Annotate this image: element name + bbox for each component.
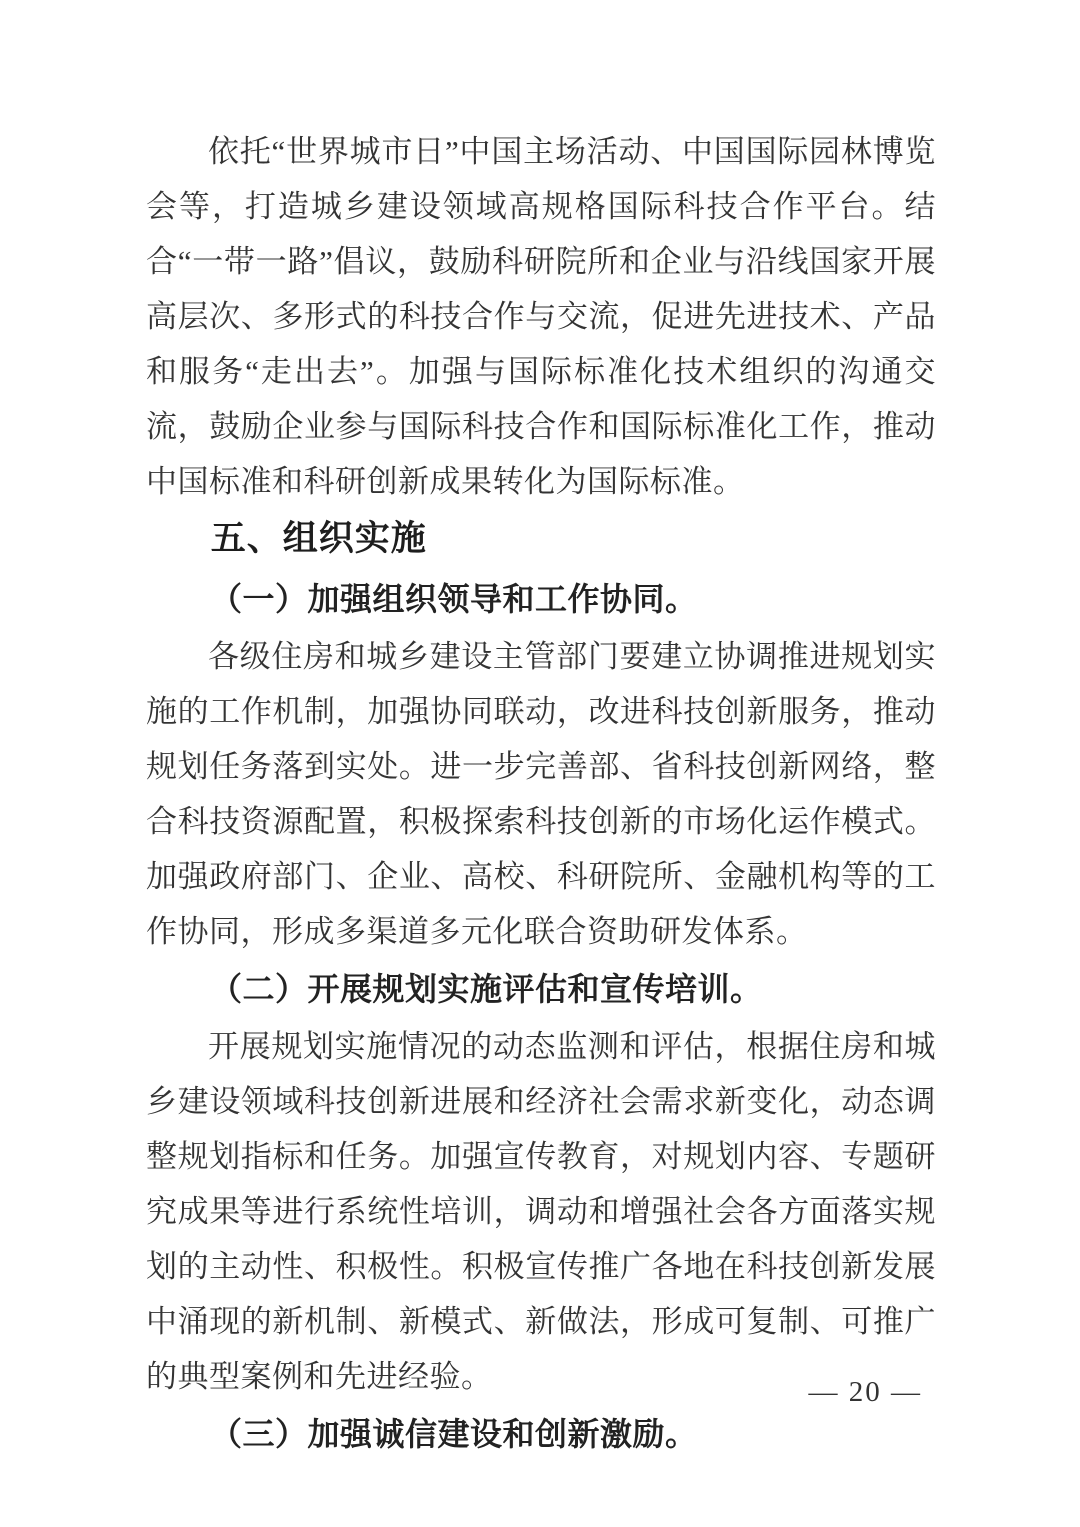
section-heading-organization-implementation: 五、组织实施 [210,519,427,558]
paragraph-international-cooperation: 依托“世界城市日”中国主场活动、中国国际园林博览会等，打造城乡建设领域高规格国际科技合作平台。结合“一带一路”倡议，鼓励科研院所和企业与沿线国家开展高层次、多形式的科技合作与交流，促进先进技术、产品和服务“走出去”。加强与国际标准化技术组织的沟通交流，鼓励企业参与国际科技合作和国际标准化工作，推动中国标准和科研创新成果转化为国际标准。 [146,134,936,499]
document-body [146,124,936,1464]
subsection-heading-leadership-coordination: （一）加强组织领导和工作协同。 [210,581,698,617]
page-number: — 20 — [808,1376,922,1408]
subsection-heading-evaluation-training: （二）开展规划实施评估和宣传培训。 [210,971,763,1007]
paragraph-evaluation-publicity: 开展规划实施情况的动态监测和评估，根据住房和城乡建设领域科技创新进展和经济社会需求新变化，动态调整规划指标和任务。加强宣传教育，对规划内容、专题研究成果等进行系统性培训，调动和增强社会各方面落实规划的主动性、积极性。积极宣传推广各地在科技创新发展中涌现的新机制、新模式、新做法，形成可复制、可推广的典型案例和先进经验。 [146,1029,936,1394]
paragraph-coordination-mechanism: 各级住房和城乡建设主管部门要建立协调推进规划实施的工作机制，加强协同联动，改进科技创新服务，推动规划任务落到实处。进一步完善部、省科技创新网络，整合科技资源配置，积极探索科技创新的市场化运作模式。加强政府部门、企业、高校、科研院所、金融机构等的工作协同，形成多渠道多元化联合资助研发体系。 [146,639,936,949]
subsection-heading-integrity-incentives: （三）加强诚信建设和创新激励。 [210,1416,698,1452]
